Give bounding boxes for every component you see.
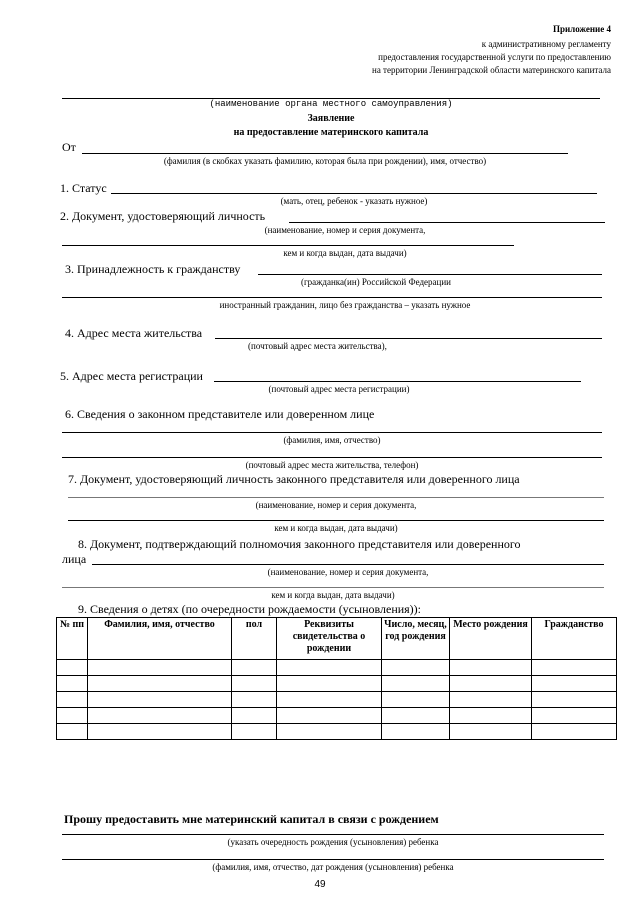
representative-field-2[interactable]	[62, 457, 602, 458]
table-row	[57, 676, 617, 692]
from-field[interactable]	[82, 153, 568, 154]
status-hint: (мать, отец, ребенок - указать нужное)	[280, 196, 428, 206]
col-sex: пол	[232, 618, 277, 660]
table-cell[interactable]	[88, 724, 232, 740]
rep-id-doc-label: 7. Документ, удостоверяющий личность законного представителя или доверенного лица	[68, 472, 520, 486]
table-cell[interactable]	[88, 692, 232, 708]
table-cell[interactable]	[382, 692, 450, 708]
representative-hint-1: (фамилия, имя, отчество)	[283, 435, 381, 445]
status-label: 1. Статус	[60, 181, 107, 195]
authority-doc-field[interactable]	[92, 564, 604, 565]
authority-doc-hint-2: кем и когда выдан, дата выдачи)	[271, 590, 395, 600]
table-cell[interactable]	[532, 692, 617, 708]
table-cell[interactable]	[232, 676, 277, 692]
id-doc-hint-1: (наименование, номер и серия документа,	[264, 225, 426, 235]
request-hint-2: (фамилия, имя, отчество, дат рождения (усыновления) ребенка	[212, 862, 454, 872]
residence-field[interactable]	[215, 338, 602, 339]
table-row	[57, 660, 617, 676]
registration-hint: (почтовый адрес места регистрации)	[268, 384, 410, 394]
children-table	[56, 617, 617, 740]
from-hint: (фамилия (в скобках указать фамилию, которая была при рождении), имя, отчество)	[163, 156, 487, 166]
children-label: 9. Сведения о детях (по очередности рождаемости (усыновления)):	[78, 602, 422, 616]
form-title: Заявление	[307, 113, 355, 124]
table-cell[interactable]	[277, 676, 382, 692]
table-cell[interactable]	[88, 676, 232, 692]
table-cell[interactable]	[450, 692, 532, 708]
annex-line-2: предоставления государственной услуги по предоставлению	[378, 52, 611, 62]
id-doc-label: 2. Документ, удостоверяющий личность	[60, 209, 266, 223]
request-hint-1: (указать очередность рождения (усыновления) ребенка	[227, 837, 439, 847]
table-cell[interactable]	[232, 660, 277, 676]
annex-title: Приложение 4	[552, 24, 611, 34]
rep-id-doc-hint-2: кем и когда выдан, дата выдачи)	[274, 523, 398, 533]
table-cell[interactable]	[532, 676, 617, 692]
table-cell[interactable]	[277, 708, 382, 724]
col-birth-place: Место рождения	[450, 618, 532, 660]
table-cell[interactable]	[57, 660, 88, 676]
table-cell[interactable]	[232, 708, 277, 724]
residence-hint: (почтовый адрес места жительства),	[248, 341, 387, 351]
table-cell[interactable]	[450, 660, 532, 676]
table-cell[interactable]	[232, 692, 277, 708]
table-cell[interactable]	[57, 692, 88, 708]
citizenship-hint-1: (гражданка(ин) Российской Федерации	[300, 277, 451, 287]
table-cell[interactable]	[450, 708, 532, 724]
table-cell[interactable]	[382, 660, 450, 676]
table-cell[interactable]	[232, 724, 277, 740]
form-subtitle: на предоставление материнского капитала	[233, 127, 429, 138]
col-birth-certificate: Реквизиты свидетельства о рождении	[277, 618, 382, 660]
table-cell[interactable]	[88, 660, 232, 676]
table-cell[interactable]	[382, 676, 450, 692]
citizenship-label: 3. Принадлежность к гражданству	[65, 262, 241, 276]
authority-doc-field-2[interactable]	[62, 587, 604, 588]
request-text: Прошу предоставить мне материнский капитал в связи с рождением	[64, 812, 439, 826]
request-field[interactable]	[62, 834, 604, 835]
table-cell[interactable]	[532, 708, 617, 724]
id-doc-hint-2: кем и когда выдан, дата выдачи)	[283, 248, 407, 258]
annex-line-3: на территории Ленинградской области материнского капитала	[372, 65, 611, 75]
table-cell[interactable]	[450, 676, 532, 692]
request-field-2[interactable]	[62, 859, 604, 860]
table-row	[57, 724, 617, 740]
table-cell[interactable]	[57, 676, 88, 692]
table-cell[interactable]	[277, 660, 382, 676]
authority-doc-label-2: лица	[62, 552, 87, 566]
representative-label: 6. Сведения о законном представителе или доверенном лице	[65, 407, 375, 421]
table-cell[interactable]	[57, 724, 88, 740]
id-doc-field-2[interactable]	[62, 245, 514, 246]
page-number: 49	[314, 879, 326, 890]
table-row	[57, 708, 617, 724]
col-number: № пп	[57, 618, 88, 660]
col-citizenship: Гражданство	[532, 618, 617, 660]
citizenship-field[interactable]	[258, 274, 602, 275]
registration-field[interactable]	[214, 381, 581, 382]
table-cell[interactable]	[57, 708, 88, 724]
table-cell[interactable]	[277, 692, 382, 708]
registration-label: 5. Адрес места регистрации	[60, 369, 203, 383]
authority-doc-hint-1: (наименование, номер и серия документа,	[267, 567, 429, 577]
table-cell[interactable]	[532, 660, 617, 676]
col-full-name: Фамилия, имя, отчество	[88, 618, 232, 660]
representative-hint-2: (почтовый адрес места жительства, телефон)	[245, 460, 419, 470]
citizenship-hint-2: иностранный гражданин, лицо без гражданства – указать нужное	[219, 300, 471, 310]
table-cell[interactable]	[88, 708, 232, 724]
rep-id-doc-field-2[interactable]	[68, 520, 604, 521]
table-cell[interactable]	[382, 708, 450, 724]
representative-field[interactable]	[62, 432, 602, 433]
table-cell[interactable]	[382, 724, 450, 740]
table-cell[interactable]	[532, 724, 617, 740]
rep-id-doc-field[interactable]	[68, 497, 604, 498]
residence-label: 4. Адрес места жительства	[65, 326, 203, 340]
status-field[interactable]	[111, 193, 597, 194]
annex-line-1: к административному регламенту	[481, 39, 611, 49]
authority-doc-label: 8. Документ, подтверждающий полномочия законного представителя или доверенного	[78, 537, 521, 551]
id-doc-field[interactable]	[289, 222, 605, 223]
table-cell[interactable]	[450, 724, 532, 740]
children-table-header	[57, 618, 617, 660]
table-cell[interactable]	[277, 724, 382, 740]
from-label: От	[62, 140, 76, 154]
citizenship-field-2[interactable]	[62, 297, 602, 298]
col-birth-date: Число, месяц, год рождения	[382, 618, 450, 660]
table-row	[57, 692, 617, 708]
authority-hint: (наименование органа местного самоуправления)	[209, 99, 453, 109]
rep-id-doc-hint-1: (наименование, номер и серия документа,	[255, 500, 417, 510]
